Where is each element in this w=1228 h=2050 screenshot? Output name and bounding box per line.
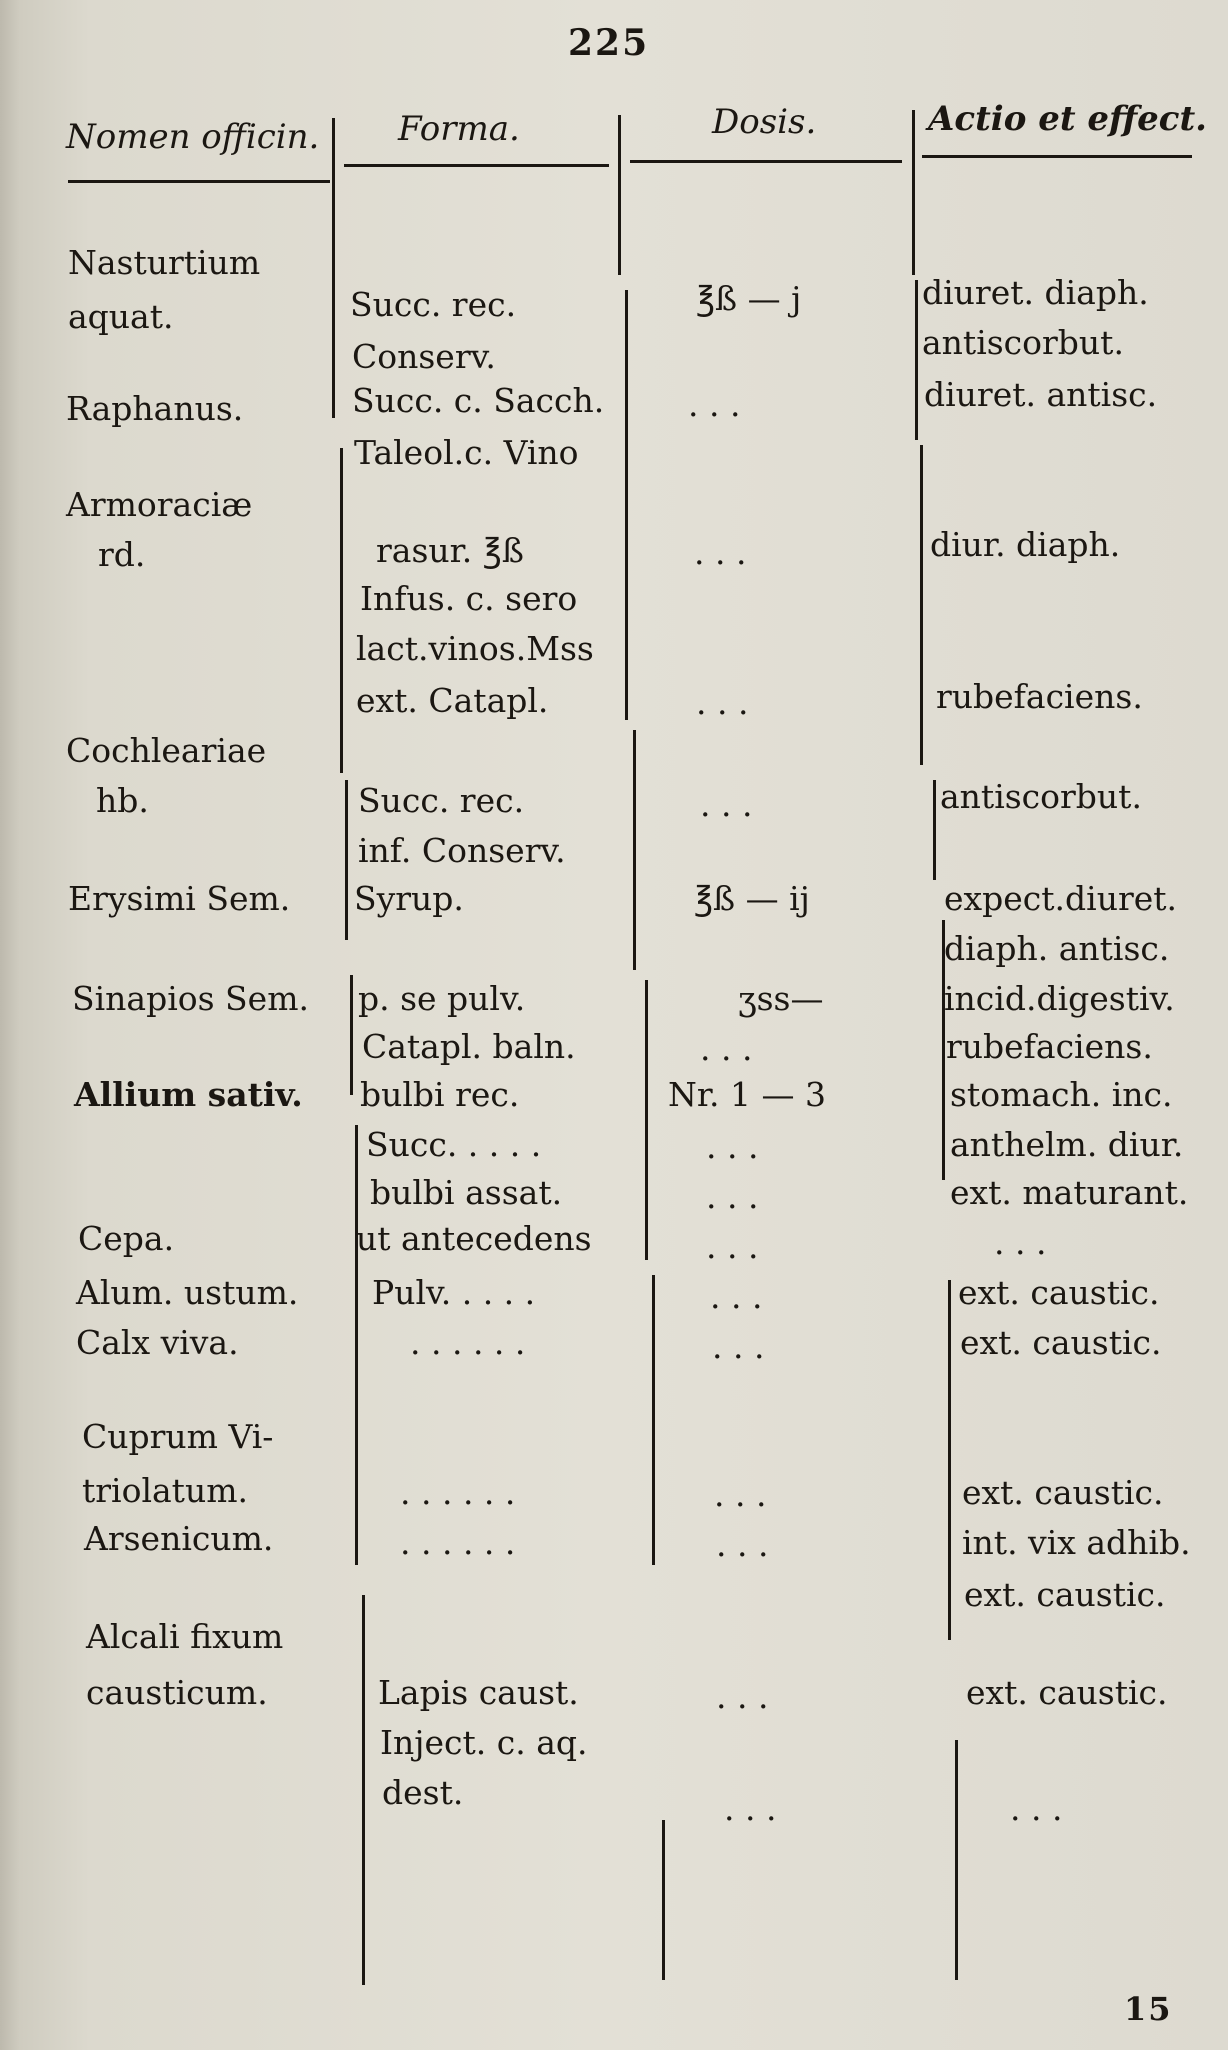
forma-text: . . . . . . bbox=[400, 1473, 516, 1512]
header-actio: Actio et effect. bbox=[928, 99, 1208, 139]
dosis-text: . . . bbox=[716, 1677, 769, 1716]
header-rule-dosis bbox=[630, 160, 902, 163]
actio-text: expect.diuret. bbox=[944, 879, 1178, 918]
nomen-text: Erysimi Sem. bbox=[68, 879, 291, 918]
actio-text: ext. caustic. bbox=[960, 1323, 1162, 1362]
forma-text: Pulv. . . . . bbox=[372, 1273, 536, 1312]
dosis-text: . . . bbox=[712, 1327, 765, 1366]
header-nomen: Nomen officin. bbox=[66, 117, 320, 157]
forma-text: ut antecedens bbox=[356, 1219, 592, 1258]
nomen-text: triolatum. bbox=[82, 1471, 248, 1510]
actio-text: diaph. antisc. bbox=[944, 929, 1170, 968]
dosis-text: . . . bbox=[706, 1227, 759, 1266]
column-rule bbox=[645, 980, 648, 1260]
dosis-text: . . . bbox=[706, 1127, 759, 1166]
dosis-text: . . . bbox=[724, 1789, 777, 1828]
signature-mark: 15 bbox=[1124, 1990, 1173, 2028]
column-rule bbox=[933, 780, 936, 880]
dosis-text: . . . bbox=[700, 1029, 753, 1068]
dosis-text: . . . bbox=[716, 1525, 769, 1564]
nomen-text: Calx viva. bbox=[76, 1323, 239, 1362]
column-rule bbox=[625, 290, 628, 720]
nomen-text: Cuprum Vi- bbox=[82, 1417, 274, 1456]
forma-text: Syrup. bbox=[354, 879, 464, 918]
forma-text: p. se pulv. bbox=[358, 979, 526, 1018]
forma-text: Conserv. bbox=[352, 337, 496, 376]
dosis-text: . . . bbox=[694, 533, 747, 572]
forma-text: Succ. rec. bbox=[358, 781, 525, 820]
dosis-text: . . . bbox=[706, 1177, 759, 1216]
actio-text: ext. caustic. bbox=[962, 1473, 1164, 1512]
column-rule bbox=[618, 115, 621, 275]
actio-text: anthelm. diur. bbox=[950, 1125, 1184, 1164]
nomen-text: aquat. bbox=[68, 297, 174, 336]
actio-text: rubefaciens. bbox=[946, 1027, 1153, 1066]
dosis-text: . . . bbox=[714, 1475, 767, 1514]
column-rule bbox=[920, 445, 923, 765]
forma-text: Succ. c. Sacch. bbox=[352, 381, 605, 420]
forma-text: Inject. c. aq. bbox=[380, 1723, 588, 1762]
actio-text: antiscorbut. bbox=[940, 777, 1142, 816]
header-rule-actio bbox=[922, 155, 1192, 158]
column-rule bbox=[662, 1820, 665, 1980]
dosis-text: . . . bbox=[700, 785, 753, 824]
nomen-text: Arsenicum. bbox=[84, 1519, 274, 1558]
actio-text: rubefaciens. bbox=[936, 677, 1143, 716]
actio-text: diur. diaph. bbox=[930, 525, 1121, 564]
forma-text: bulbi rec. bbox=[360, 1075, 520, 1114]
actio-text: diuret. diaph. bbox=[922, 273, 1149, 312]
header-rule-nomen bbox=[68, 180, 330, 183]
column-rule bbox=[955, 1740, 958, 1980]
page-number: 225 bbox=[568, 22, 650, 64]
forma-text: Succ. rec. bbox=[350, 285, 517, 324]
actio-text: . . . bbox=[994, 1223, 1047, 1262]
actio-text: ext. caustic. bbox=[964, 1575, 1166, 1614]
column-rule bbox=[915, 280, 918, 440]
forma-text: Infus. c. sero bbox=[360, 579, 578, 618]
actio-text: ext. caustic. bbox=[958, 1273, 1160, 1312]
nomen-text: Armoraciæ bbox=[66, 485, 253, 524]
forma-text: . . . . . . bbox=[400, 1523, 516, 1562]
dosis-text: ℥ß — ij bbox=[694, 879, 810, 918]
column-rule bbox=[652, 1275, 655, 1565]
actio-text: int. vix adhib. bbox=[962, 1523, 1191, 1562]
nomen-text: Cochleariae bbox=[66, 731, 267, 770]
actio-text: . . . bbox=[1010, 1789, 1063, 1828]
nomen-text: Nasturtium bbox=[68, 243, 261, 282]
column-rule bbox=[340, 448, 343, 773]
dosis-text: . . . bbox=[688, 385, 741, 424]
nomen-text: Cepa. bbox=[78, 1219, 175, 1258]
forma-text: Catapl. baln. bbox=[362, 1027, 576, 1066]
column-rule bbox=[345, 780, 348, 940]
dosis-text: Nr. 1 — 3 bbox=[668, 1075, 826, 1114]
header-rule-forma bbox=[344, 164, 609, 167]
forma-text: lact.vinos.Mss bbox=[356, 629, 594, 668]
nomen-text: Allium sativ. bbox=[74, 1075, 303, 1114]
column-rule bbox=[355, 1125, 358, 1565]
dosis-text: . . . bbox=[710, 1277, 763, 1316]
dosis-text: ℥ß — j bbox=[696, 279, 802, 318]
header-dosis: Dosis. bbox=[712, 102, 817, 142]
actio-text: stomach. inc. bbox=[950, 1075, 1173, 1114]
nomen-text: rd. bbox=[98, 535, 146, 574]
actio-text: ext. caustic. bbox=[966, 1673, 1168, 1712]
nomen-text: hb. bbox=[96, 781, 149, 820]
actio-text: incid.digestiv. bbox=[944, 979, 1175, 1018]
column-rule bbox=[633, 730, 636, 970]
actio-text: diuret. antisc. bbox=[924, 375, 1158, 414]
dosis-text: ʒss— bbox=[738, 979, 824, 1018]
header-forma: Forma. bbox=[398, 109, 520, 149]
forma-text: inf. Conserv. bbox=[358, 831, 566, 870]
forma-text: Lapis caust. bbox=[378, 1673, 579, 1712]
nomen-text: Sinapios Sem. bbox=[72, 979, 309, 1018]
column-rule bbox=[912, 110, 915, 275]
actio-text: ext. maturant. bbox=[950, 1173, 1189, 1212]
forma-text: bulbi assat. bbox=[370, 1173, 563, 1212]
nomen-text: Alum. ustum. bbox=[76, 1273, 299, 1312]
column-rule bbox=[332, 118, 335, 418]
nomen-text: causticum. bbox=[86, 1673, 268, 1712]
forma-text: dest. bbox=[382, 1773, 464, 1812]
column-rule bbox=[362, 1595, 365, 1985]
forma-text: Succ. . . . . bbox=[366, 1125, 542, 1164]
forma-text: ext. Catapl. bbox=[356, 681, 549, 720]
forma-text: . . . . . . bbox=[410, 1323, 526, 1362]
forma-text: rasur. ℥ß bbox=[376, 531, 524, 570]
column-rule bbox=[948, 1280, 951, 1640]
forma-text: Taleol.c. Vino bbox=[354, 433, 579, 472]
actio-text: antiscorbut. bbox=[922, 323, 1124, 362]
column-rule bbox=[350, 975, 353, 1095]
dosis-text: . . . bbox=[696, 683, 749, 722]
nomen-text: Raphanus. bbox=[66, 389, 244, 428]
nomen-text: Alcali fixum bbox=[86, 1617, 284, 1656]
